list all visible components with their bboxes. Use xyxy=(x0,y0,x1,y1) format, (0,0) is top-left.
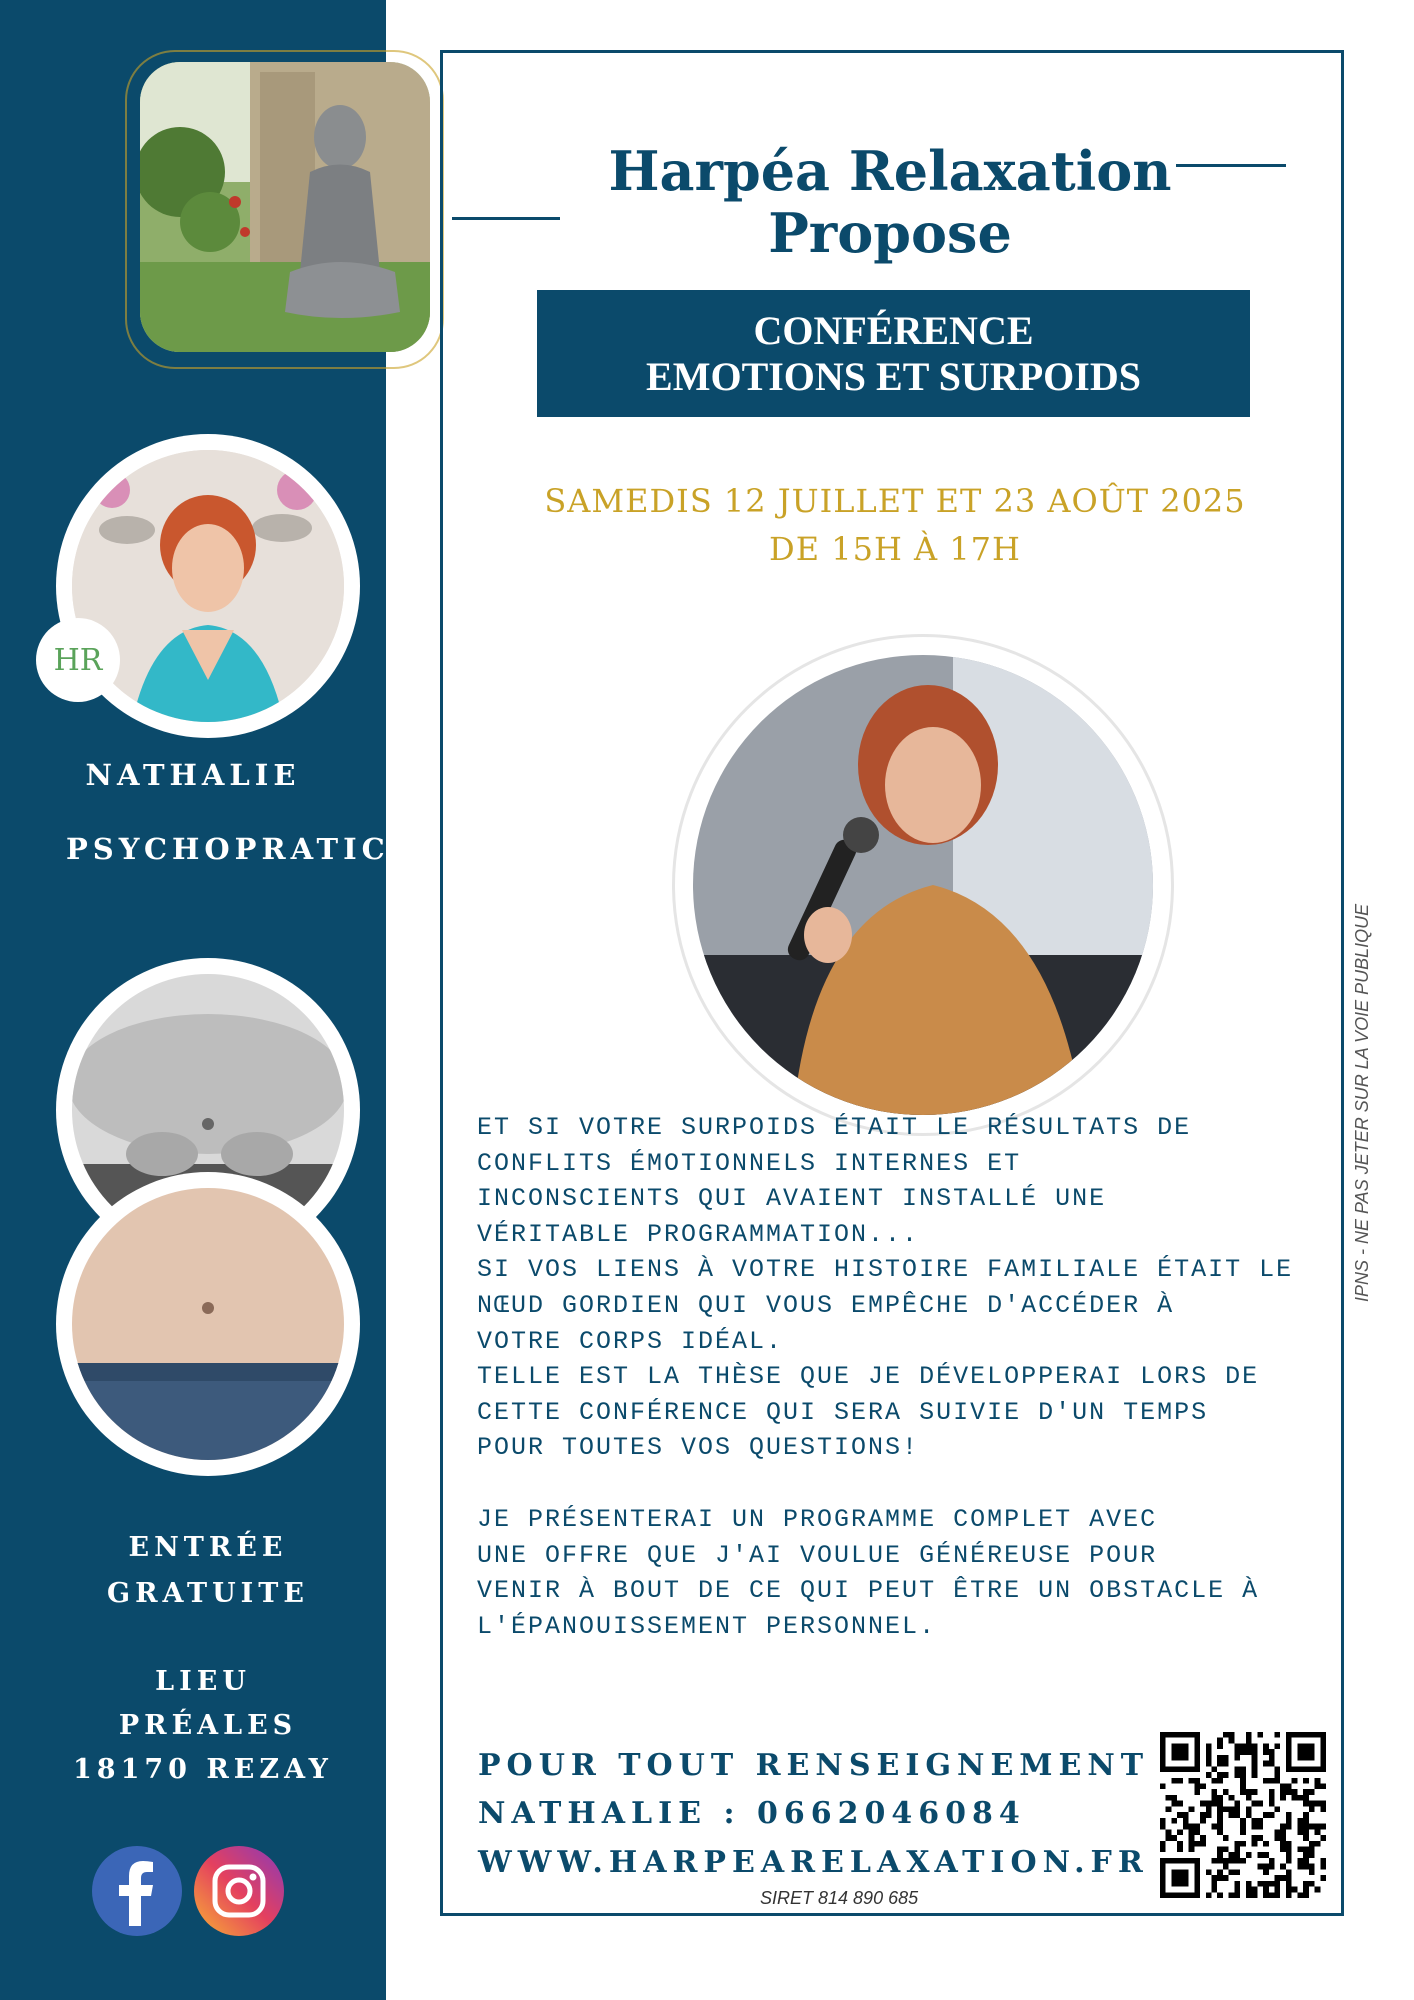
sidebar xyxy=(0,0,526,2000)
contact-line1: POUR TOUT RENSEIGNEMENT xyxy=(478,1748,1150,1783)
title-line1: Harpéa Relaxation xyxy=(608,139,1172,203)
conference-line2: EMOTIONS ET SURPOIDS xyxy=(646,353,1141,399)
facebook-icon[interactable] xyxy=(92,1846,182,1936)
hr-logo: HR xyxy=(36,618,120,702)
role-label: PSYCHOPRATICIENNE xyxy=(66,832,526,866)
decor-line-left xyxy=(452,217,560,220)
qr-code[interactable] xyxy=(1160,1732,1326,1898)
instagram-icon[interactable] xyxy=(194,1846,284,1936)
belly-photo-after xyxy=(56,1172,360,1476)
place-label: LIEU xyxy=(155,1666,251,1697)
body-paragraph2: JE PRÉSENTERAI UN PROGRAMME COMPLET AVEC UNE OFFRE QUE J'AI VOULUE GÉNÉREUSE POUR VENIR À BOUT DE CE QUI PEUT ÊTRE UN OBSTACLE À L'ÉPANOUISSEMENT PERSONNEL. xyxy=(477,1505,1260,1641)
title-line2: Propose xyxy=(768,201,1012,265)
siret-number: SIRET 814 890 685 xyxy=(760,1888,919,1908)
date-line2: DE 15H À 17H xyxy=(769,530,1021,568)
ipns-notice: IPNS - NE PAS JETER SUR LA VOIE PUBLIQUE xyxy=(1352,903,1372,1302)
name-label: NATHALIE xyxy=(85,758,301,792)
contact-website[interactable]: WWW.HARPEARELAXATION.FR xyxy=(478,1845,1149,1880)
place-city: 18170 REZAY xyxy=(73,1754,333,1785)
speaker-photo xyxy=(672,634,1174,1136)
body-paragraph1: ET SI VOTRE SURPOIDS ÉTAIT LE RÉSULTATS DE CONFLITS ÉMOTIONNELS INTERNES ET INCONSCIENTS QUI AVAIENT INSTALLÉ UNE VÉRITABLE PROGRAMMATION... SI VOS LIENS À VOTRE HISTOIRE FAMILIALE ÉTAIT LE NŒUD GORDIEN QUI VOUS EMPÊCHE D'ACCÉDER À VOTRE CORPS IDÉAL. TELLE EST LA THÈSE QUE JE DÉVELOPPERAI LORS DE CETTE CONFÉRENCE QUI SERA SUIVIE D'UN TEMPS POUR TOUTES VOS QUESTIONS! xyxy=(477,1113,1294,1463)
entry-line1: ENTRÉE xyxy=(128,1532,288,1563)
contact-phone[interactable]: NATHALIE : 0662046084 xyxy=(478,1796,1026,1831)
conference-line1: CONFÉRENCE xyxy=(753,307,1034,353)
conference-banner xyxy=(537,290,1250,417)
photo-corner-frame xyxy=(125,50,444,369)
entry-line2: GRATUITE xyxy=(107,1578,309,1609)
date-line1: SAMEDIS 12 JUILLET ET 23 AOÛT 2025 xyxy=(544,482,1246,520)
place-name: PRÉALES xyxy=(118,1710,298,1741)
